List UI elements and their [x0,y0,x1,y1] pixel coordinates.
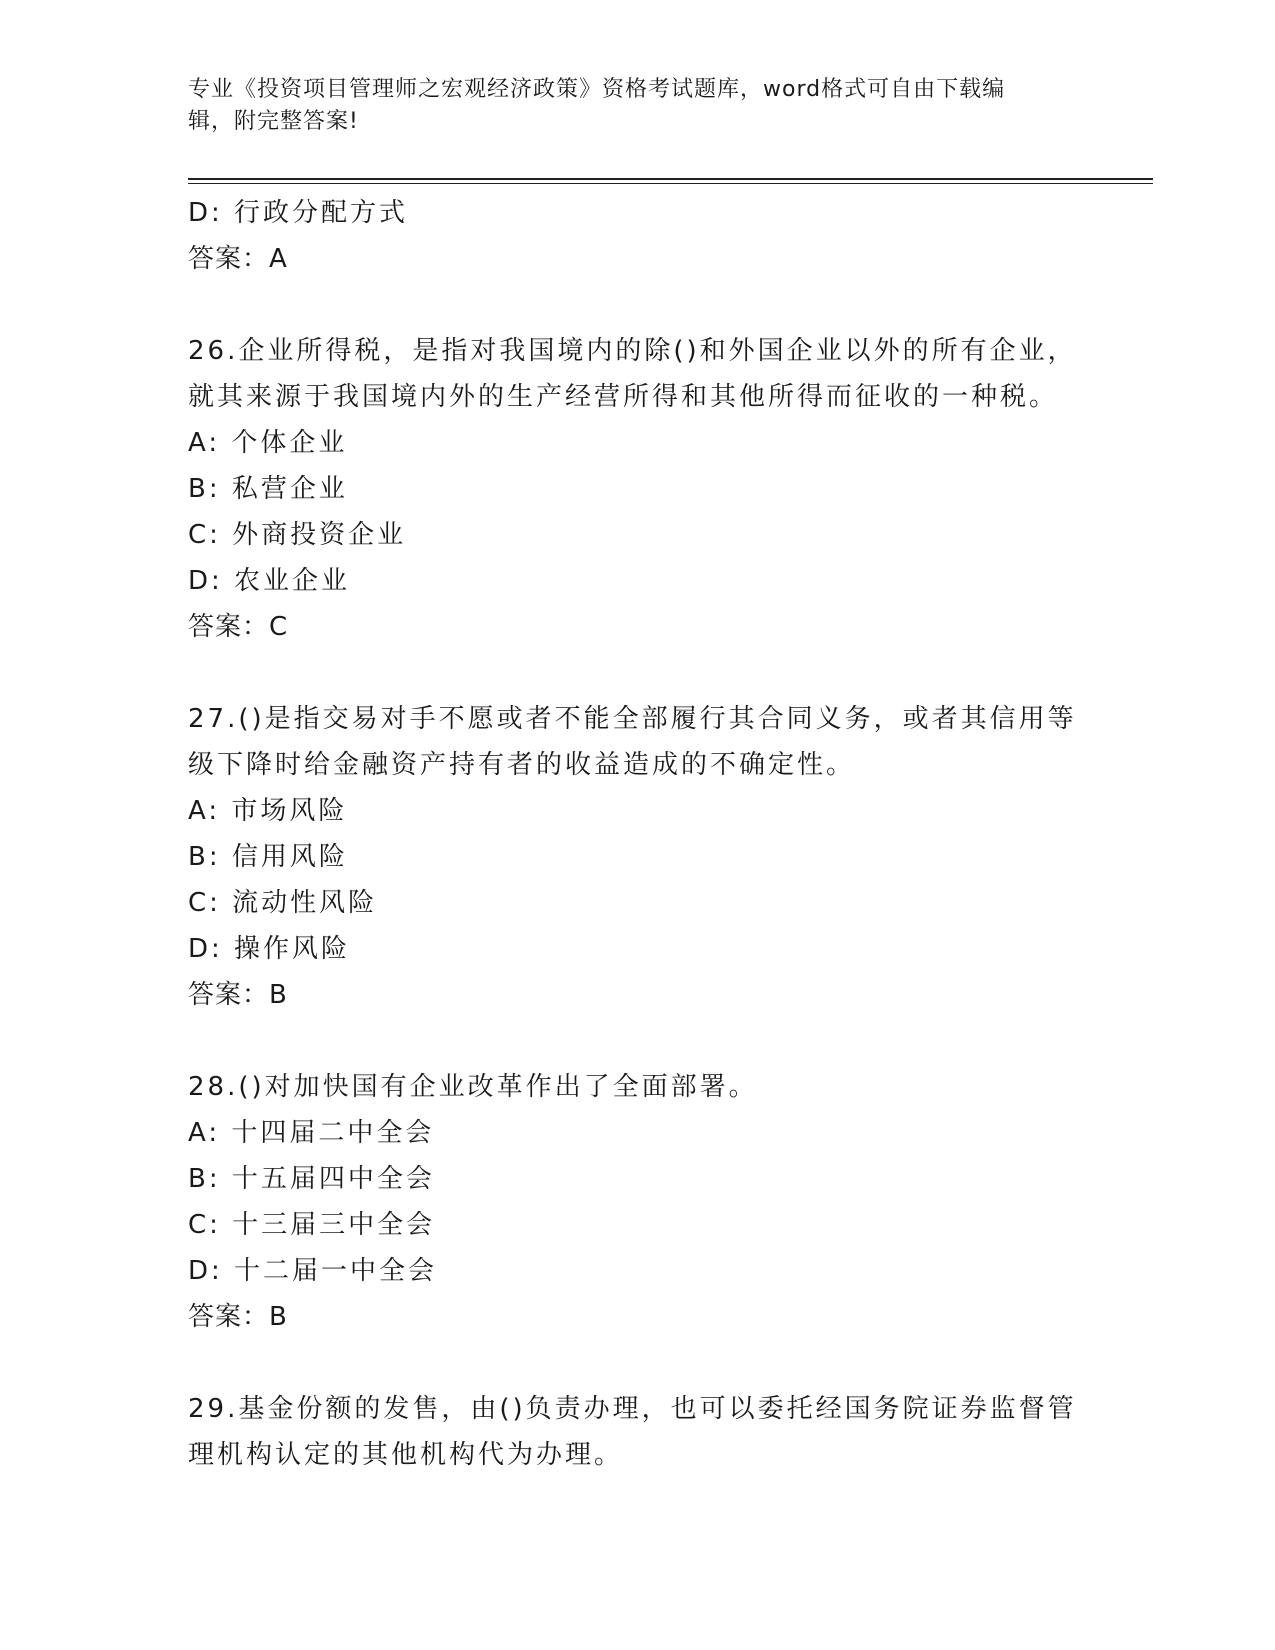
question-27 [188,696,1088,1018]
answer: 答案：B [188,1302,288,1332]
option-b: B: 信用风险 [188,842,348,872]
question-29 [188,1386,1088,1478]
option-b: B: 十五届四中全会 [188,1164,435,1194]
question-stem: 理机构认定的其他机构代为办理。 [188,1440,624,1470]
prev-answer: 答案：A [188,244,288,274]
option-c: C: 十三届三中全会 [188,1210,436,1240]
question-list [188,190,1088,1478]
question-stem: 26.企业所得税，是指对我国境内的除()和外国企业以外的所有企业， [188,336,1077,366]
question-stem: 就其来源于我国境内外的生产经营所得和其他所得而征收的一种税。 [188,382,1059,412]
question-stem: 27.()是指交易对手不愿或者不能全部履行其合同义务，或者其信用等 [188,704,1077,734]
answer: 答案：B [188,980,288,1010]
question-stem: 28.()对加快国有企业改革作出了全面部署。 [188,1072,758,1102]
header-line-2: 辑，附完整答案! [188,109,359,134]
option-a: A: 市场风险 [188,796,348,826]
spacer [188,1340,1088,1386]
option-a: A: 个体企业 [188,428,348,458]
question-stem: 级下降时给金融资产持有者的收益造成的不确定性。 [188,750,856,780]
prev-option-d: D: 行政分配方式 [188,198,409,228]
header-divider-thin [188,183,1153,184]
option-c: C: 外商投资企业 [188,520,407,550]
page-header [188,74,1088,138]
option-d: D: 十二届一中全会 [188,1256,438,1286]
answer: 答案：C [188,612,289,642]
option-d: D: 农业企业 [188,566,351,596]
spacer [188,282,1088,328]
header-divider-thick [188,178,1153,180]
option-b: B: 私营企业 [188,474,348,504]
spacer [188,650,1088,696]
spacer [188,1018,1088,1064]
header-line-1: 专业《投资项目管理师之宏观经济政策》资格考试题库，word格式可自由下载编 [188,77,1006,102]
question-stem: 29.基金份额的发售，由()负责办理，也可以委托经国务院证券监督管 [188,1394,1077,1424]
question-28 [188,1064,1088,1340]
option-a: A: 十四届二中全会 [188,1118,435,1148]
option-c: C: 流动性风险 [188,888,378,918]
option-d: D: 操作风险 [188,934,351,964]
question-26 [188,328,1088,650]
